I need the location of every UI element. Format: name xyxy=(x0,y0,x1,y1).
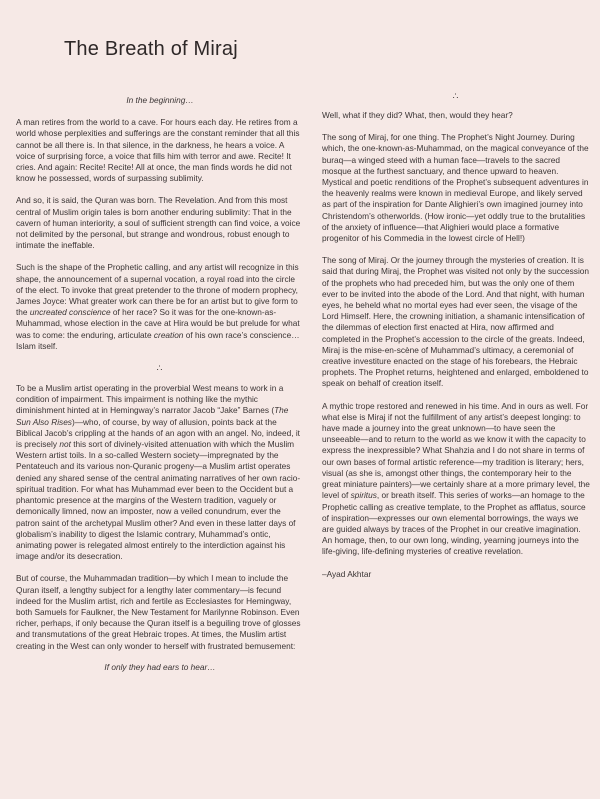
paragraph: Well, what if they did? What, then, would they hear? xyxy=(322,110,513,120)
paragraph: To be a Muslim artist operating in the proverbial West means to work in a condition of impairment. This impairment is nothing like the mythic diminishment hinted at in Hemingway’s narrator Jacob “Jake” Barnes (The Sun Also Rises)—who, of course, by way of allusion, points back at the Biblical Jacob’s crippling at the hands of an agon with an angel. No, indeed, it is precisely not this sort of divinely-visited attenuation with which the Muslim Western artist toils. In a so-called Western society—impregnated by the Pentateuch and its various non-Quranic progeny—a Muslim artist operates denied any shared sense of the central animating narratives of her own racio-spiritual tradition. For what has Muhammad ever been to the Occident but a phantomic presence at the margins of the Western tradition, vaguely or demonically limned, now an imposter, now a veiled conundrum, ever the patron saint of the archetypal Muslim other? And even in these latter days of globalism’s inability to digest the Islamic contrary, Muhammad’s ontic, animating power is relegated almost entirely to the interdiction against his image and/or its desecration. xyxy=(16,383,301,562)
section-divider: ∴ xyxy=(452,91,460,101)
outro-line: If only they had ears to hear… xyxy=(104,661,216,672)
paragraph: Such is the shape of the Prophetic calling, and any artist will recognize in this shape, the announcement of a supernal vocation, a royal road into the circle of the elect. To invoke that great pretender to the throne of modern prophecy, James Joyce: What greater work can there be for an artist but to give form to the uncreated conscience of her race? So it was for the one-known-as-Muhammad, whose election in the cave at Hira would be but prelude for what was to come: the enduring, articulate creation of his own race’s conscience…Islam itself. xyxy=(16,262,300,351)
paragraph: And so, it is said, the Quran was born. The Revelation. And from this most central of Muslim origin tales is born another enduring sublimity: That in the cavern of human interiority, a soul of sufficient strength can find voice, a voice not delimited by the personal, but strange and wondrous, robust enough to intimate the ineffable. xyxy=(16,195,301,251)
paragraph: A man retires from the world to a cave. For hours each day. He retires from a world whose perplexities and sufferings are the constant reminder that all this cannot be all there is. In that silence, in the darkness, he hears a voice. A voice of surprising force, a voice that fills him with terror and awe. Recite! It cries. And again: Recite! Recite! All at once, the man finds words he did not know he possessed, words of surpassing sublimity. xyxy=(16,117,300,184)
paragraph: A mythic trope restored and renewed in his time. And in ours as well. For what else is Miraj if not the fulfillment of any artist’s deepest longing: to have made a journey into the great unknown—to have seen the unseeable—and to return to the world as we know it with the capacity to express the inexpressible? What Shahzia and I do not share in terms of our own bases of formal artistic reference—my tradition is literary; hers, visual (as she is, amongst other things, the contemporary heir to the great miniature painters)—we certainly share at a more primary level, the level of spiritus, or breath itself. This series of works—an homage to the Prophetic calling as creative template, to the Prophet as afflatus, source of inspiration—expresses our own elemental borrowings, the ways we are guided always by traces of the Prophet in our creative imagination. An homage, then, to our own long, winding, yearning journeys into the life-giving, life-defining mysteries of creative revelation. xyxy=(322,400,590,557)
right-column xyxy=(322,91,590,591)
intro-line: In the beginning… xyxy=(126,95,194,105)
signature: –Ayad Akhtar xyxy=(322,568,372,579)
section-divider: ∴ xyxy=(156,363,164,374)
page-title: The Breath of Miraj xyxy=(64,38,238,60)
paragraph: The song of Miraj, for one thing. The Prophet’s Night Journey. During which, the one-known-as-Muhammad, on the magical conveyance of the buraq—a winged steed with a human face—travels to the sacred mosque at the furthest sanctuary, and thence upward to heaven. Mystical and poetic renditions of the Prophet’s subsequent adventures in the heavenly realms were known in medieval Europe, and likely served as part of the inspiration for Dante Alighieri’s own imagined journey into Christendom’s otherworlds. (How ironic—yet oddly true to the brutalities of the anxiety of influence—that Alighieri would place a formative progenitor of his Commedia in the lowest circle of Hell!) xyxy=(322,132,589,244)
left-column xyxy=(16,95,304,684)
paragraph: The song of Miraj. Or the journey through the mysteries of creation. It is said that during Miraj, the Prophet was visited not only by the succession of the prophets who had preceded him, but was the only one of them ever to be invited into the abode of the Lord. And that night, with human eyes, he beheld what no mortal eyes had ever seen, the visage of the Lord Himself. Here, the crowning initiation, a shamanic intensification of the dilemmas of election first enacted at Hira, now affirmed and completed in the Prophet’s accession to the circle of the greats. Indeed, Miraj is the mise-en-scène of Muhammad’s ultimacy, a ceremonial of creative investiture enacted on the stage of his forebears, the Hebraic prophets. The Prophet returns, heightened and enlarged, emboldened to speak on behalf of creation itself. xyxy=(322,255,590,389)
paragraph: But of course, the Muhammadan tradition—by which I mean to include the Quran itself, a lengthy subject for a lengthy later commentary—is fecund indeed for the Muslim artist, rich and fertile as Ecclesiastes for Hemingway, both Samuels for Faulkner, the New Testament for Marilynne Robinson. Even richer, perhaps, if only because the Quran itself is a beguiling trove of glosses and transmutations of the great Hebraic tropes. At times, the Muslim artist creating in the West can only wonder to herself with frustrated bemusement: xyxy=(16,573,301,651)
